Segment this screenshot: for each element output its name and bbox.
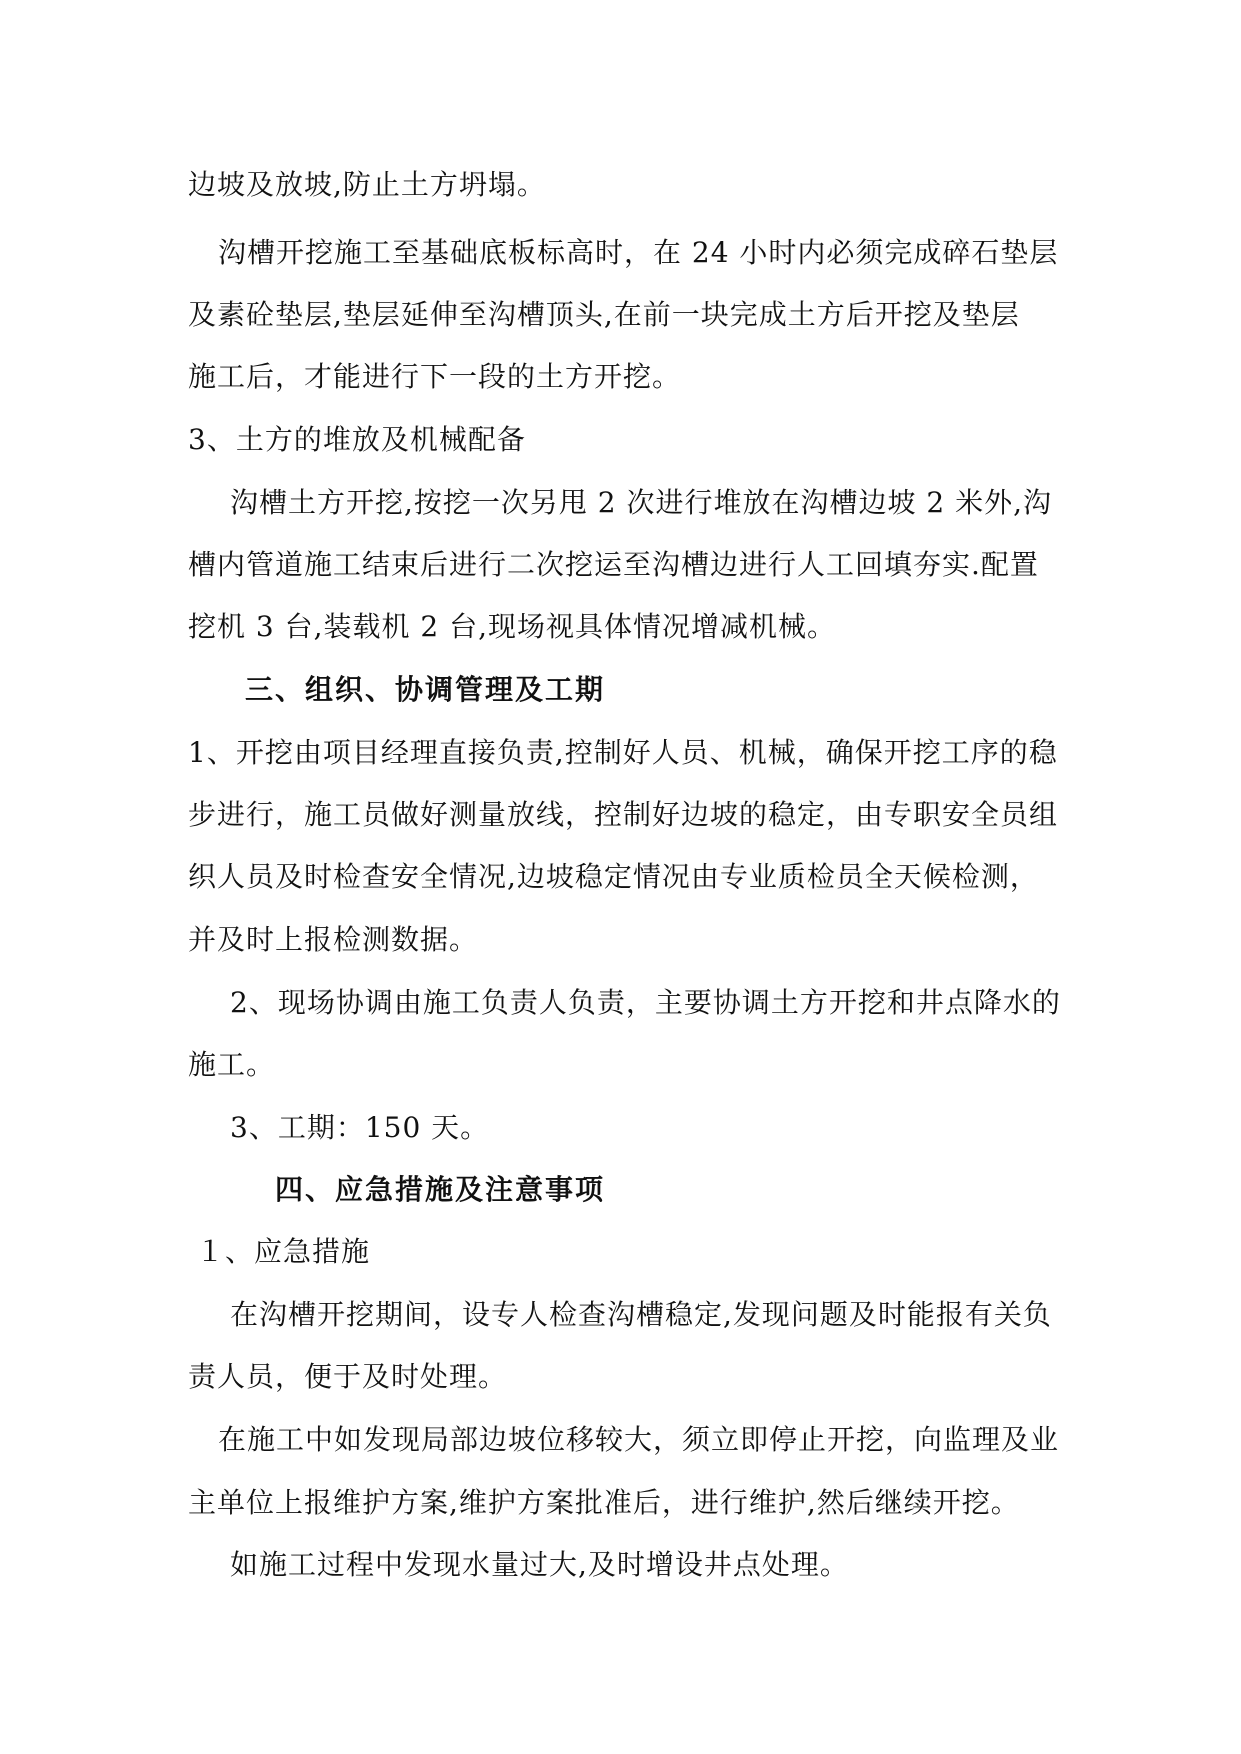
chapter-heading: 三、组织、协调管理及工期 (245, 673, 606, 706)
text-line: 2、现场协调由施工负责人负责，主要协调土方开挖和井点降水的 (230, 986, 1061, 1019)
text-line: 沟槽土方开挖,按挖一次另甩 2 次进行堆放在沟槽边坡 2 米外,沟 (230, 486, 1053, 519)
text-line: 槽内管道施工结束后进行二次挖运至沟槽边进行人工回填夯实.配置 (188, 548, 1039, 581)
section-heading: １、应急措施 (196, 1235, 371, 1268)
text-line: 1、开挖由项目经理直接负责,控制好人员、机械，确保开挖工序的稳 (188, 736, 1058, 769)
text-line: 施工。 (188, 1048, 276, 1081)
text-line: 边坡及放坡,防止土方坍塌。 (188, 168, 546, 201)
text-line: 如施工过程中发现水量过大,及时增设井点处理。 (230, 1548, 849, 1581)
text-line: 施工后，才能进行下一段的土方开挖。 (188, 360, 682, 393)
text-line: 责人员，便于及时处理。 (188, 1360, 508, 1393)
text-line: 沟槽开挖施工至基础底板标高时，在 24 小时内必须完成碎石垫层 (218, 236, 1059, 269)
section-heading: 3、土方的堆放及机械配备 (188, 423, 526, 456)
text-line: 在施工中如发现局部边坡位移较大，须立即停止开挖，向监理及业 (218, 1423, 1060, 1456)
text-line: 3、工期：150 天。 (230, 1111, 490, 1144)
text-line: 步进行，施工员做好测量放线，控制好边坡的稳定，由专职安全员组 (188, 798, 1059, 831)
text-line: 并及时上报检测数据。 (188, 923, 479, 956)
text-line: 织人员及时检查安全情况,边坡稳定情况由专业质检员全天候检测， (188, 860, 1039, 893)
text-line: 及素砼垫层,垫层延伸至沟槽顶头,在前一块完成土方后开挖及垫层 (188, 298, 1020, 331)
chapter-heading: 四、应急措施及注意事项 (275, 1173, 606, 1206)
text-line: 在沟槽开挖期间，设专人检查沟槽稳定,发现问题及时能报有关负 (230, 1298, 1052, 1331)
text-line: 主单位上报维护方案,维护方案批准后，进行维护,然后继续开挖。 (188, 1486, 1020, 1519)
text-line: 挖机 3 台,装载机 2 台,现场视具体情况增减机械。 (188, 610, 837, 643)
